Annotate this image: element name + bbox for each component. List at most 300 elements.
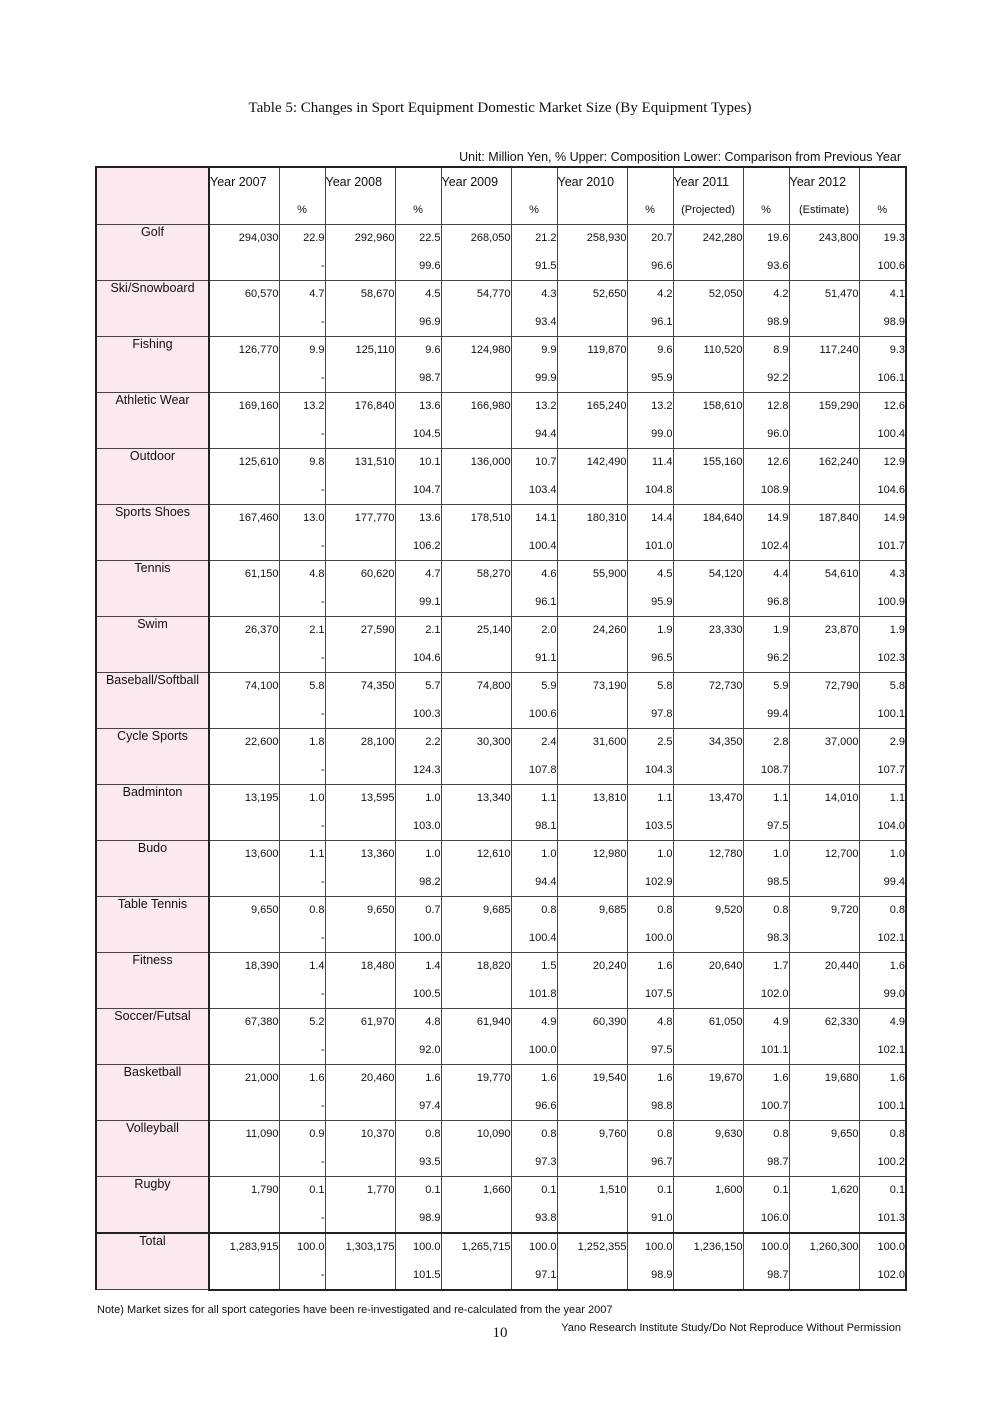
comparison-pct: - [279,812,325,840]
comparison-pct: 94.4 [511,868,557,896]
composition-pct: 13.6 [395,392,441,420]
empty-cell [441,364,511,392]
comparison-pct: 98.1 [511,812,557,840]
composition-pct: 12.6 [859,392,906,420]
empty-cell [441,252,511,280]
empty-cell [557,1036,627,1064]
comparison-pct: 104.6 [859,476,906,504]
category-label: Outdoor [96,448,209,504]
category-label: Volleyball [96,1120,209,1176]
empty-cell [209,364,279,392]
empty-cell [209,420,279,448]
composition-pct: 14.9 [859,504,906,532]
market-value: 18,390 [209,952,279,980]
composition-pct: 13.2 [627,392,673,420]
empty-cell [673,476,743,504]
composition-pct: 1.1 [859,784,906,812]
table-row-comparison [96,1092,906,1120]
comparison-pct: 96.1 [627,308,673,336]
empty-cell [441,588,511,616]
comparison-pct: 104.8 [627,476,673,504]
empty-cell [789,1148,859,1176]
empty-cell [673,644,743,672]
market-value: 30,300 [441,728,511,756]
composition-pct: 0.8 [859,896,906,924]
market-value: 166,980 [441,392,511,420]
composition-pct: 4.6 [511,560,557,588]
market-value: 187,840 [789,504,859,532]
composition-pct: 2.4 [511,728,557,756]
comparison-pct: 107.7 [859,756,906,784]
year-header-spacer [859,167,906,196]
category-label: Ski/Snowboard [96,280,209,336]
composition-pct: 13.0 [279,504,325,532]
empty-cell [441,868,511,896]
comparison-pct: 100.3 [395,700,441,728]
category-label: Rugby [96,1176,209,1233]
comparison-pct: 99.4 [743,700,789,728]
comparison-pct: - [279,308,325,336]
composition-pct: 2.8 [743,728,789,756]
composition-pct: 1.0 [743,840,789,868]
comparison-pct: 94.4 [511,420,557,448]
empty-cell [673,980,743,1008]
composition-pct: 4.9 [743,1008,789,1036]
empty-cell [789,252,859,280]
composition-pct: 4.3 [511,280,557,308]
composition-pct: 0.1 [511,1176,557,1204]
composition-pct: 22.9 [279,224,325,252]
empty-cell [673,700,743,728]
empty-cell [673,868,743,896]
market-value: 12,610 [441,840,511,868]
comparison-pct: 91.0 [627,1204,673,1233]
market-value: 20,440 [789,952,859,980]
composition-pct: 4.9 [859,1008,906,1036]
empty-cell [789,420,859,448]
empty-cell [325,868,395,896]
composition-pct: 100.0 [743,1233,789,1262]
market-value: 126,770 [209,336,279,364]
table-row [96,224,906,252]
table-row-comparison [96,476,906,504]
comparison-pct: 91.5 [511,252,557,280]
empty-cell [673,1148,743,1176]
empty-cell [789,924,859,952]
composition-pct: 9.9 [511,336,557,364]
market-value: 19,670 [673,1064,743,1092]
comparison-pct: 100.5 [395,980,441,1008]
empty-cell [673,308,743,336]
composition-pct: 0.8 [743,896,789,924]
composition-pct: 19.3 [859,224,906,252]
empty-cell [209,644,279,672]
table-row [96,616,906,644]
category-label: Golf [96,224,209,280]
comparison-pct: 102.4 [743,532,789,560]
comparison-pct: 97.8 [627,700,673,728]
header-row-years [96,167,906,196]
market-value: 22,600 [209,728,279,756]
composition-pct: 1.0 [859,840,906,868]
comparison-pct: 102.9 [627,868,673,896]
composition-pct: 9.9 [279,336,325,364]
comparison-pct: 98.9 [627,1261,673,1290]
composition-pct: 19.6 [743,224,789,252]
table-row [96,280,906,308]
market-value: 20,640 [673,952,743,980]
market-value: 14,010 [789,784,859,812]
empty-cell [325,980,395,1008]
empty-cell [557,308,627,336]
empty-cell [557,420,627,448]
table-row [96,1008,906,1036]
market-value: 20,240 [557,952,627,980]
empty-cell [557,476,627,504]
market-value: 243,800 [789,224,859,252]
empty-cell [325,476,395,504]
comparison-pct: - [279,1148,325,1176]
table-row [96,952,906,980]
comparison-pct: 98.3 [743,924,789,952]
comparison-pct: - [279,1204,325,1233]
empty-cell [209,476,279,504]
comparison-pct: 104.3 [627,756,673,784]
market-value: 180,310 [557,504,627,532]
composition-pct: 100.0 [279,1233,325,1262]
page-number: 10 [492,1325,508,1341]
empty-cell [209,252,279,280]
empty-cell [557,588,627,616]
market-value: 1,620 [789,1176,859,1204]
market-value: 158,610 [673,392,743,420]
comparison-pct: - [279,980,325,1008]
comparison-pct: 102.1 [859,924,906,952]
composition-pct: 12.6 [743,448,789,476]
composition-pct: 100.0 [627,1233,673,1262]
market-value: 21,000 [209,1064,279,1092]
market-value: 13,810 [557,784,627,812]
empty-cell [557,924,627,952]
table-row-comparison [96,868,906,896]
composition-pct: 4.5 [627,560,673,588]
composition-pct: 13.6 [395,504,441,532]
comparison-pct: 106.0 [743,1204,789,1233]
empty-cell [673,1036,743,1064]
market-value: 268,050 [441,224,511,252]
market-value: 1,260,300 [789,1233,859,1262]
market-value: 73,190 [557,672,627,700]
market-value: 58,670 [325,280,395,308]
year-tag [209,196,279,224]
comparison-pct: 101.3 [859,1204,906,1233]
composition-pct: 10.1 [395,448,441,476]
empty-cell [441,700,511,728]
empty-cell [325,1092,395,1120]
table-row [96,672,906,700]
market-value: 18,480 [325,952,395,980]
category-label: Basketball [96,1064,209,1120]
empty-cell [557,980,627,1008]
market-value: 9,630 [673,1120,743,1148]
comparison-pct: 96.6 [511,1092,557,1120]
market-value: 51,470 [789,280,859,308]
market-value: 159,290 [789,392,859,420]
comparison-pct: 101.7 [859,532,906,560]
market-value: 1,303,175 [325,1233,395,1262]
market-value: 142,490 [557,448,627,476]
composition-pct: 0.8 [511,896,557,924]
composition-pct: 0.8 [743,1120,789,1148]
composition-pct: 14.1 [511,504,557,532]
market-value: 61,970 [325,1008,395,1036]
composition-pct: 4.8 [627,1008,673,1036]
table-row [96,392,906,420]
year-header: Year 2009 [441,167,511,196]
comparison-pct: 98.9 [743,308,789,336]
composition-pct: 0.8 [859,1120,906,1148]
composition-pct: 1.9 [627,616,673,644]
market-value: 19,540 [557,1064,627,1092]
table-row-comparison [96,588,906,616]
empty-cell [673,812,743,840]
comparison-pct: 98.9 [395,1204,441,1233]
market-value: 23,870 [789,616,859,644]
empty-cell [673,532,743,560]
year-header: Year 2012 [789,167,859,196]
comparison-pct: 107.8 [511,756,557,784]
composition-pct: 0.1 [395,1176,441,1204]
composition-pct: 1.6 [279,1064,325,1092]
empty-cell [209,700,279,728]
market-value: 31,600 [557,728,627,756]
comparison-pct: 97.4 [395,1092,441,1120]
composition-pct: 0.7 [395,896,441,924]
composition-pct: 4.2 [627,280,673,308]
table-row [96,728,906,756]
market-value: 13,600 [209,840,279,868]
empty-cell [209,1204,279,1233]
market-value: 54,120 [673,560,743,588]
empty-cell [557,700,627,728]
comparison-pct: 92.2 [743,364,789,392]
comparison-pct: 93.4 [511,308,557,336]
percent-header: % [511,196,557,224]
comparison-pct: 102.0 [859,1261,906,1290]
market-value: 24,260 [557,616,627,644]
percent-header: % [859,196,906,224]
composition-pct: 4.5 [395,280,441,308]
comparison-pct: 100.6 [859,252,906,280]
year-tag [441,196,511,224]
market-value: 10,090 [441,1120,511,1148]
table-row-comparison [96,252,906,280]
empty-cell [557,756,627,784]
comparison-pct: 103.5 [627,812,673,840]
market-value: 176,840 [325,392,395,420]
composition-pct: 0.1 [627,1176,673,1204]
composition-pct: 0.8 [627,896,673,924]
empty-cell [789,1204,859,1233]
category-label: Total [96,1233,209,1290]
market-value: 13,360 [325,840,395,868]
year-header: Year 2010 [557,167,627,196]
empty-cell [325,1148,395,1176]
table-row-comparison [96,1148,906,1176]
empty-cell [441,1204,511,1233]
empty-cell [557,868,627,896]
market-value: 25,140 [441,616,511,644]
category-label: Tennis [96,560,209,616]
comparison-pct: 106.2 [395,532,441,560]
comparison-pct: 100.7 [743,1092,789,1120]
year-tag: (Estimate) [789,196,859,224]
empty-cell [441,532,511,560]
table-row-comparison [96,1204,906,1233]
comparison-pct: - [279,588,325,616]
composition-pct: 1.9 [859,616,906,644]
market-value: 19,680 [789,1064,859,1092]
composition-pct: 1.0 [395,840,441,868]
empty-cell [209,980,279,1008]
comparison-pct: 96.5 [627,644,673,672]
composition-pct: 5.8 [279,672,325,700]
comparison-pct: 124.3 [395,756,441,784]
composition-pct: 20.7 [627,224,673,252]
market-value: 1,236,150 [673,1233,743,1262]
market-value: 110,520 [673,336,743,364]
composition-pct: 1.6 [395,1064,441,1092]
year-header-spacer [511,167,557,196]
percent-header: % [279,196,325,224]
composition-pct: 2.1 [395,616,441,644]
comparison-pct: 99.6 [395,252,441,280]
comparison-pct: 99.1 [395,588,441,616]
market-value: 9,720 [789,896,859,924]
comparison-pct: 100.0 [511,1036,557,1064]
composition-pct: 13.2 [279,392,325,420]
market-value: 11,090 [209,1120,279,1148]
empty-cell [673,1204,743,1233]
comparison-pct: 100.4 [859,420,906,448]
composition-pct: 1.9 [743,616,789,644]
comparison-pct: 98.7 [395,364,441,392]
comparison-pct: 100.0 [627,924,673,952]
market-value: 117,240 [789,336,859,364]
composition-pct: 2.9 [859,728,906,756]
market-value: 1,283,915 [209,1233,279,1262]
composition-pct: 1.0 [627,840,673,868]
empty-cell [789,364,859,392]
composition-pct: 0.8 [627,1120,673,1148]
composition-pct: 4.2 [743,280,789,308]
market-value: 52,050 [673,280,743,308]
empty-cell [557,1148,627,1176]
composition-pct: 0.1 [743,1176,789,1204]
market-value: 28,100 [325,728,395,756]
composition-pct: 1.7 [743,952,789,980]
table-row-comparison [96,980,906,1008]
market-value: 13,340 [441,784,511,812]
table-row [96,1233,906,1262]
comparison-pct: 101.5 [395,1261,441,1290]
empty-cell [673,1092,743,1120]
table-row [96,784,906,812]
empty-cell [325,420,395,448]
comparison-pct: 98.5 [743,868,789,896]
market-value: 74,100 [209,672,279,700]
market-value: 67,380 [209,1008,279,1036]
year-header: Year 2007 [209,167,279,196]
composition-pct: 1.6 [743,1064,789,1092]
comparison-pct: 96.7 [627,1148,673,1176]
market-value: 18,820 [441,952,511,980]
market-value: 60,620 [325,560,395,588]
comparison-pct: 93.6 [743,252,789,280]
market-value: 1,252,355 [557,1233,627,1262]
empty-cell [325,644,395,672]
market-value: 125,610 [209,448,279,476]
composition-pct: 13.2 [511,392,557,420]
comparison-pct: 100.1 [859,700,906,728]
comparison-pct: 99.4 [859,868,906,896]
composition-pct: 0.8 [395,1120,441,1148]
comparison-pct: - [279,924,325,952]
percent-header: % [743,196,789,224]
comparison-pct: - [279,476,325,504]
empty-cell [325,1036,395,1064]
empty-cell [441,756,511,784]
comparison-pct: - [279,420,325,448]
composition-pct: 4.8 [279,560,325,588]
comparison-pct: - [279,1261,325,1290]
table-row-comparison [96,1261,906,1290]
composition-pct: 10.7 [511,448,557,476]
composition-pct: 1.6 [511,1064,557,1092]
percent-header: % [395,196,441,224]
market-value: 162,240 [789,448,859,476]
comparison-pct: 96.1 [511,588,557,616]
composition-pct: 12.9 [859,448,906,476]
market-value: 13,470 [673,784,743,812]
comparison-pct: 97.1 [511,1261,557,1290]
composition-pct: 1.0 [279,784,325,812]
empty-cell [325,700,395,728]
comparison-pct: - [279,700,325,728]
composition-pct: 0.8 [279,896,325,924]
comparison-pct: 102.1 [859,1036,906,1064]
comparison-pct: 98.7 [743,1261,789,1290]
empty-cell [441,308,511,336]
composition-pct: 1.5 [511,952,557,980]
empty-cell [789,308,859,336]
empty-cell [557,812,627,840]
comparison-pct: - [279,532,325,560]
composition-pct: 2.0 [511,616,557,644]
composition-pct: 14.9 [743,504,789,532]
comparison-pct: 100.9 [859,588,906,616]
market-value: 9,650 [789,1120,859,1148]
composition-pct: 1.0 [511,840,557,868]
composition-pct: 1.1 [743,784,789,812]
table-row [96,840,906,868]
market-value: 58,270 [441,560,511,588]
table-row-comparison [96,924,906,952]
comparison-pct: 96.8 [743,588,789,616]
composition-pct: 2.5 [627,728,673,756]
empty-cell [673,924,743,952]
category-label: Budo [96,840,209,896]
